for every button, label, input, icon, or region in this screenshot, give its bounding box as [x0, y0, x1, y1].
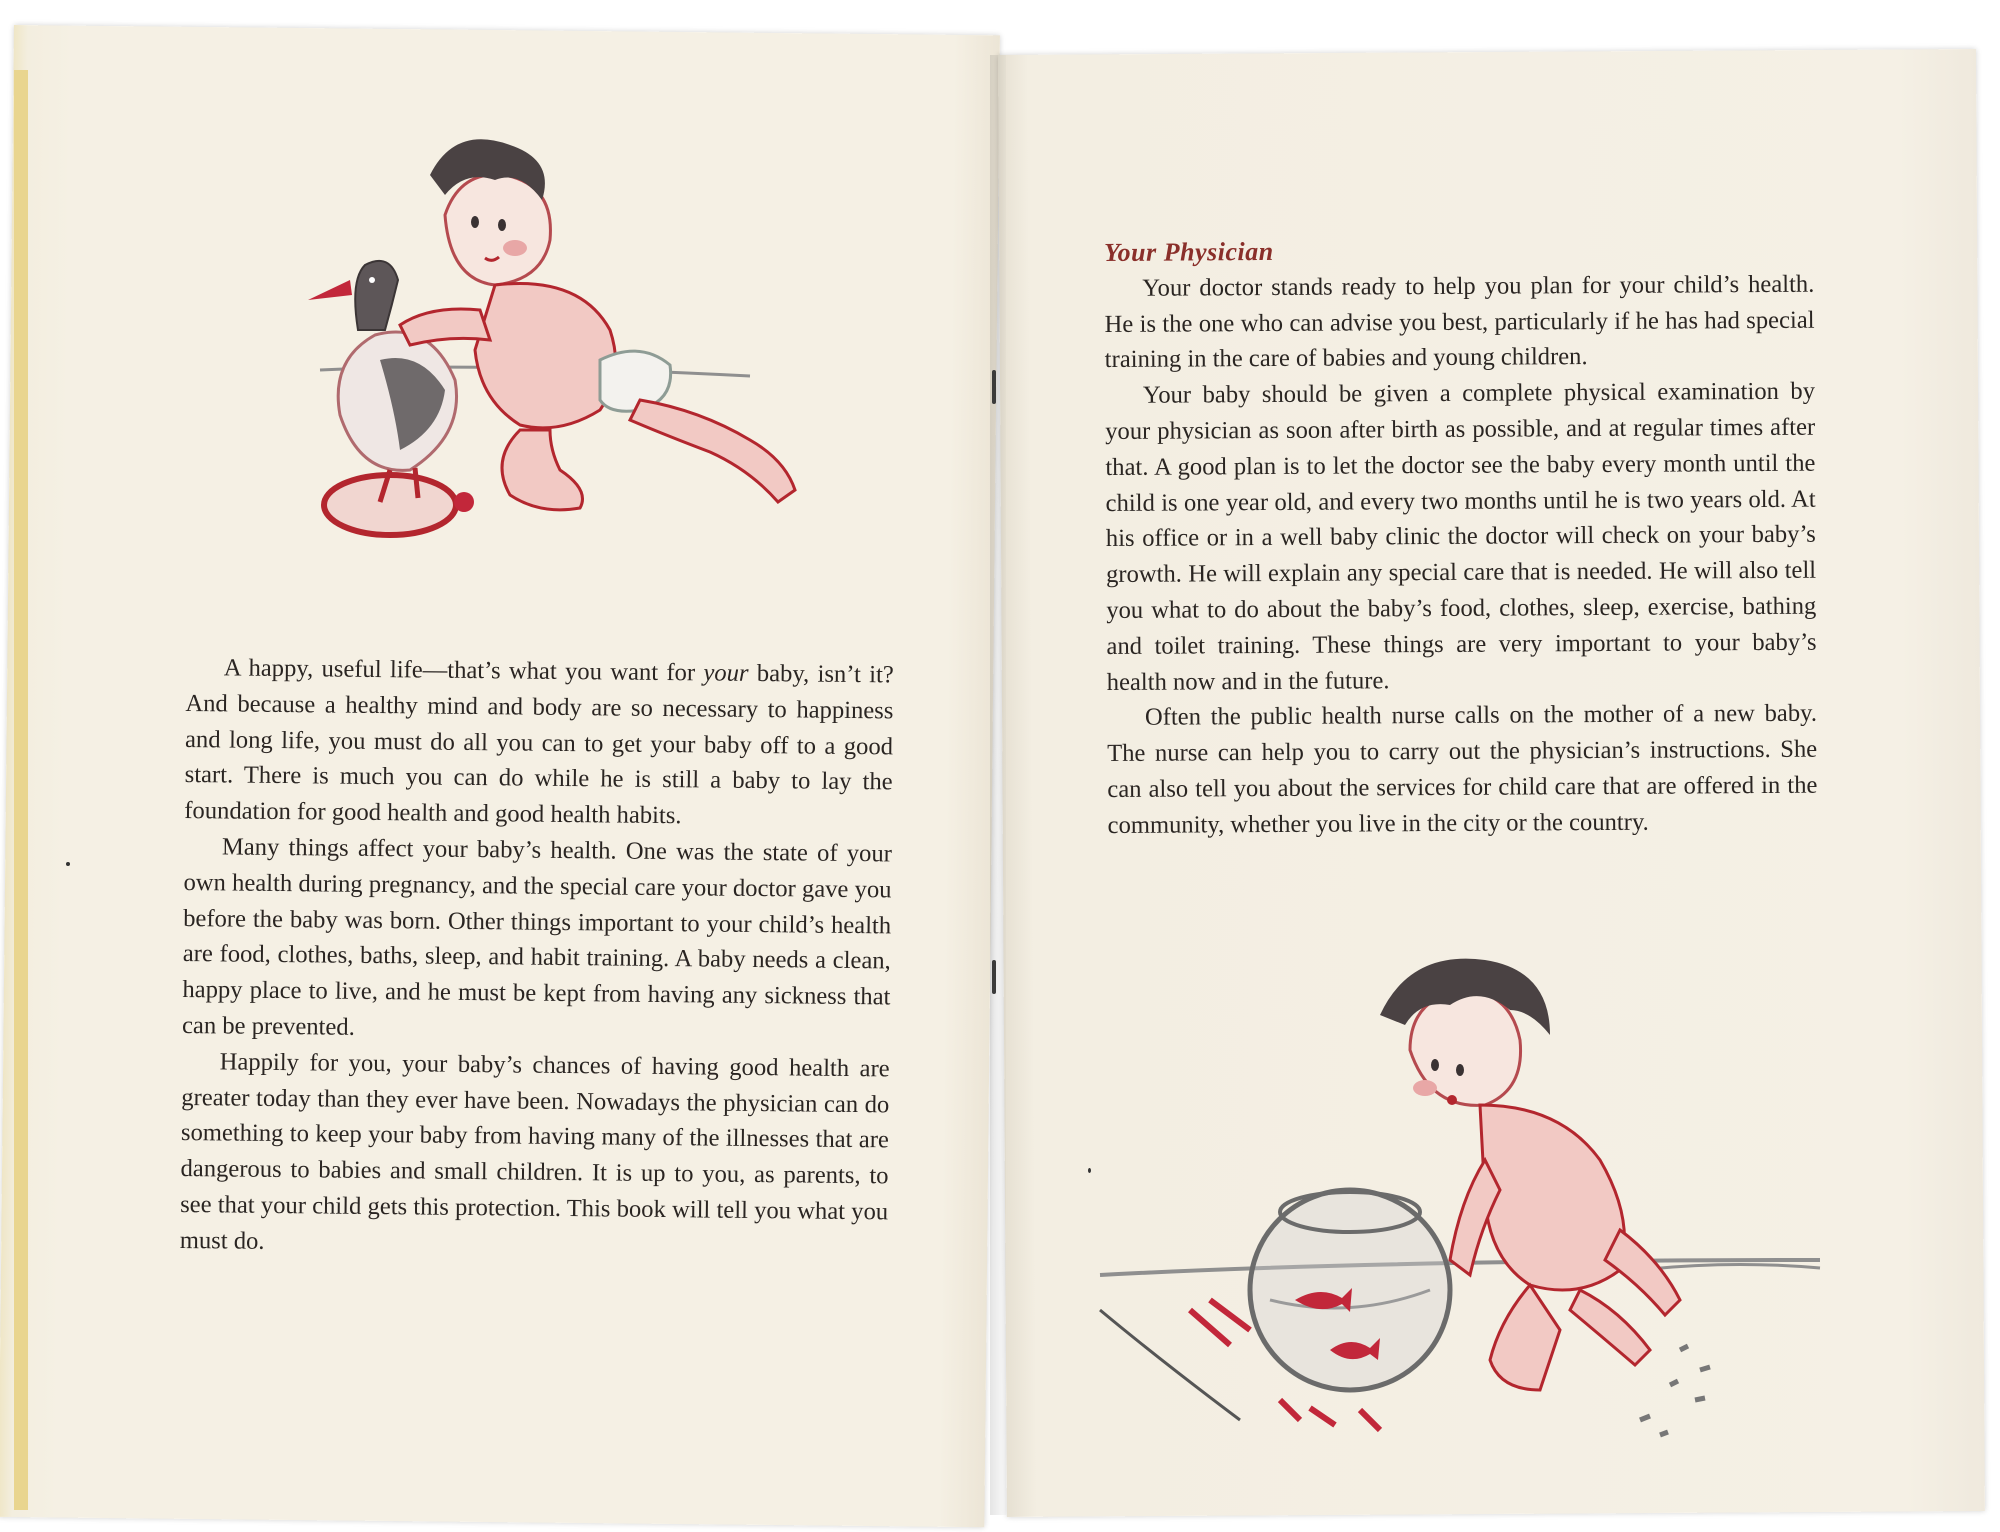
- paragraph: Often the public health nurse calls on the mother of a new baby. The nurse can help you to carry out the physician’s instructions. She can also tell you about the services for child care that are offered in the community, whether you live in the city or the country.: [1107, 700, 1818, 839]
- paragraph: Happily for you, your baby’s chances of having good health are greater today than they ever have been. Nowadays the physician can do something to keep your baby from having many of the illnesses that are dangerous to babies and small children. It is up to you, as parents, to see that your child gets this protection. This book will tell you what you must do.: [179, 1048, 890, 1255]
- paragraph: A happy, useful life—that’s what you want for your baby, isn’t it? And because a healthy mind and body are so necessary to happiness and long life, you must do all you can to get your baby off to a good start. There is much you can do while he is still a baby to lay the foundation for good health and good health habits.: [184, 654, 894, 830]
- paragraph: Your doctor stands ready to help you plan for your child’s health. He is the one who can advise you best, particularly if he has had special training in the care of babies and young children.: [1104, 270, 1815, 374]
- emphasis: your: [703, 659, 749, 687]
- baby-figure: [400, 139, 795, 510]
- fishbowl: [1250, 1190, 1450, 1390]
- baby-with-toy-duck-illustration: [280, 130, 840, 550]
- right-page-text: [1104, 231, 1818, 844]
- scattered-pebbles: [1640, 1346, 1710, 1435]
- staple: [992, 370, 996, 404]
- paragraph: Your baby should be given a complete physical examination by your physician as soon after birth as possible, and at regular times after that. A good plan is to let the doctor see the baby every month until the child is one year old, and every two months until he is two years old. At his office or in a well baby clinic the doctor will check on your baby’s growth. He will explain any special care that is needed. He will also tell you what to do about the baby’s food, clothes, sleep, exercise, bathing and toilet training. These things are very important to your baby’s health now and in the future.: [1105, 377, 1817, 696]
- paper-speck: [1088, 1168, 1091, 1173]
- page-edge: [14, 70, 28, 1510]
- paper-speck: [66, 862, 70, 866]
- staple: [992, 960, 996, 994]
- toy-duck: [308, 261, 474, 535]
- book-gutter: [990, 55, 1006, 1515]
- paragraph: Many things affect your baby’s health. One was the state of your own health during pregnancy, and the special care your doctor gave you before the baby was born. Other things important to your child’s health are food, clothes, baths, sleep, and habit training. A baby needs a clean, happy place to live, and he must be kept from having any sickness that can be prevented.: [181, 833, 893, 1041]
- baby-with-fishbowl-illustration: [1080, 930, 1840, 1450]
- section-heading: Your Physician: [1104, 236, 1274, 267]
- left-page-text: [180, 650, 894, 1266]
- floor-lines: [1100, 1260, 1820, 1420]
